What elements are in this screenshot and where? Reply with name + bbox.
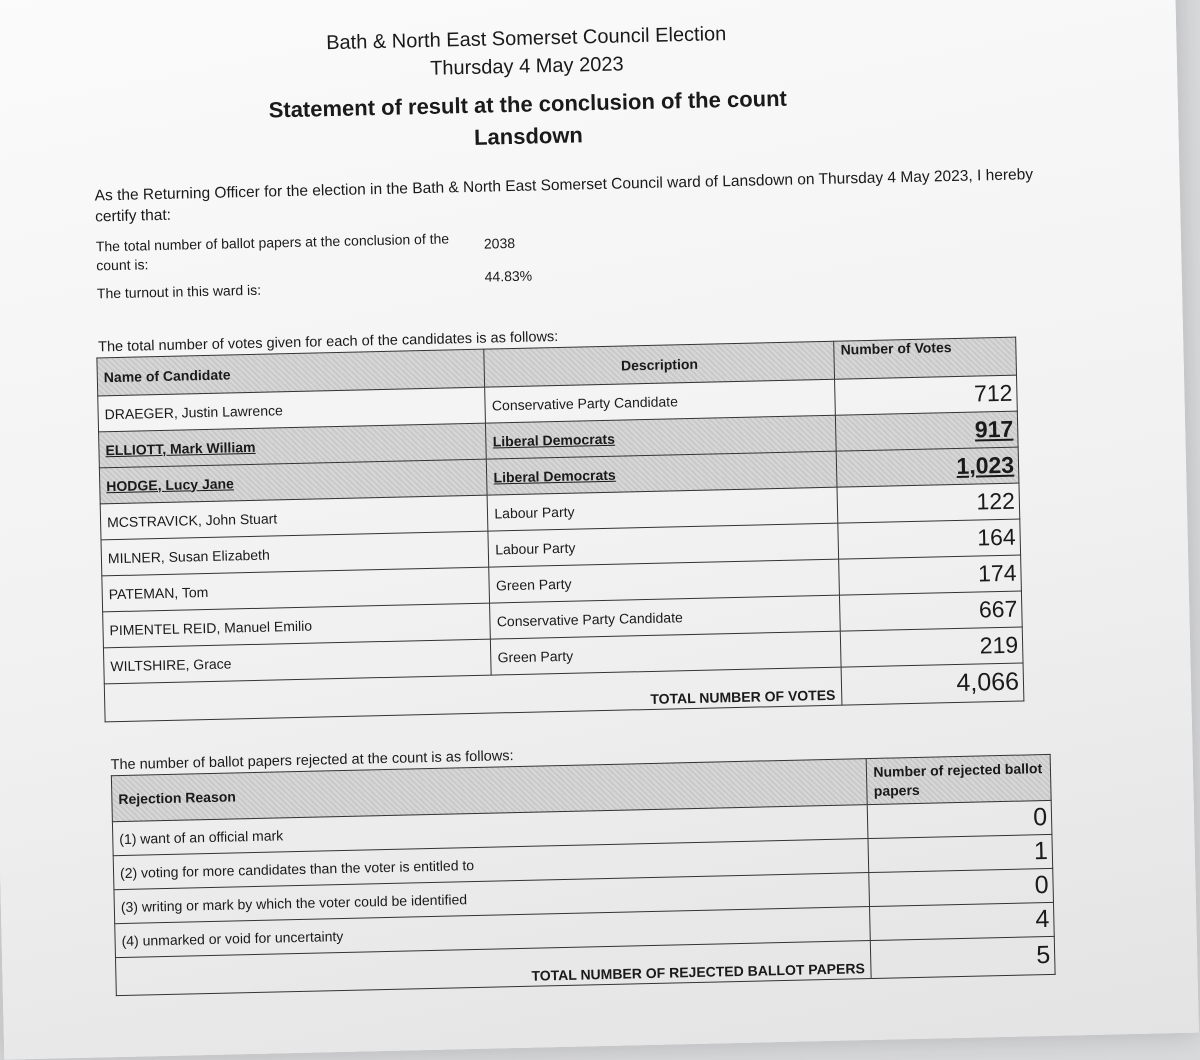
- candidate-description: Green Party: [491, 631, 842, 675]
- header-reason: Rejection Reason: [111, 759, 867, 822]
- candidate-votes: 1,023: [836, 447, 1019, 487]
- candidate-description: Labour Party: [488, 523, 839, 567]
- ballot-total-label: The total number of ballot papers at the conclusion of the count is:: [95, 230, 450, 274]
- candidate-votes: 219: [840, 627, 1023, 667]
- rejection-count: 0: [868, 800, 1052, 838]
- candidate-votes: 174: [839, 555, 1022, 595]
- candidate-name: DRAEGER, Justin Lawrence: [98, 387, 486, 432]
- votes-table: [96, 337, 1024, 723]
- candidate-votes: 122: [837, 483, 1020, 523]
- rejection-reason: (1) want of an official mark: [112, 805, 868, 856]
- rejection-reason: (3) writing or mark by which the voter could be identified: [114, 873, 870, 924]
- statement-title: [232, 82, 823, 159]
- candidate-name: ELLIOTT, Mark William: [99, 423, 487, 468]
- candidate-description: Liberal Democrats: [486, 415, 837, 459]
- candidate-votes: 712: [835, 375, 1018, 415]
- header-rejected-count: Number of rejected ballot papers: [867, 754, 1052, 804]
- candidate-description: Green Party: [489, 559, 840, 603]
- rejection-reason: (4) unmarked or void for uncertainty: [115, 907, 871, 958]
- candidate-name: WILTSHIRE, Grace: [103, 639, 491, 684]
- election-name: Bath & North East Somerset Council Election: [325, 23, 727, 55]
- candidate-name: HODGE, Lucy Jane: [99, 459, 487, 504]
- candidate-name: MCSTRAVICK, John Stuart: [100, 495, 488, 540]
- turnout-label: The turnout in this ward is:: [96, 281, 262, 302]
- rejection-reason: (2) voting for more candidates than the voter is entitled to: [113, 839, 869, 890]
- ward-name: Lansdown: [473, 122, 584, 150]
- votes-total-value: 4,066: [841, 663, 1024, 705]
- rejection-count: 4: [870, 902, 1054, 940]
- election-title: [291, 19, 762, 86]
- header-name: Name of Candidate: [97, 349, 485, 396]
- header-description: Description: [484, 341, 835, 387]
- candidate-name: PATEMAN, Tom: [102, 567, 490, 612]
- votes-total-label: TOTAL NUMBER OF VOTES: [104, 667, 842, 722]
- candidate-votes: 164: [838, 519, 1021, 559]
- candidate-votes: 667: [840, 591, 1023, 631]
- candidate-description: Labour Party: [487, 487, 838, 531]
- rejected-table: [111, 754, 1056, 996]
- candidate-description: Conservative Party Candidate: [490, 595, 841, 639]
- candidate-name: MILNER, Susan Elizabeth: [101, 531, 489, 576]
- rejection-count: 1: [868, 834, 1052, 872]
- rejection-count: 0: [869, 868, 1053, 906]
- candidate-votes: 917: [836, 411, 1019, 451]
- candidate-description: Conservative Party Candidate: [485, 379, 836, 423]
- statement-heading: Statement of result at the conclusion of the count: [268, 85, 788, 123]
- rejected-total-value: 5: [871, 936, 1055, 978]
- turnout-value: 44.83%: [484, 267, 533, 285]
- certification-text: As the Returning Officer for the election in the Bath & North East Somerset Council ward of Lansdown on Thursday 4 May 2023, I hereby certify that:: [94, 166, 1034, 226]
- rejected-intro: The number of ballot papers rejected at the count is as follows:: [110, 748, 514, 774]
- candidate-description: Liberal Democrats: [487, 451, 838, 495]
- candidate-name: PIMENTEL REID, Manuel Emilio: [103, 603, 491, 648]
- election-date: Thursday 4 May 2023: [429, 53, 624, 80]
- ballot-total-value: 2038: [483, 234, 516, 252]
- rejected-total-label: TOTAL NUMBER OF REJECTED BALLOT PAPERS: [115, 941, 871, 996]
- votes-intro: The total number of votes given for each of the candidates is as follows:: [97, 328, 559, 356]
- header-votes: Number of Votes: [834, 337, 1017, 379]
